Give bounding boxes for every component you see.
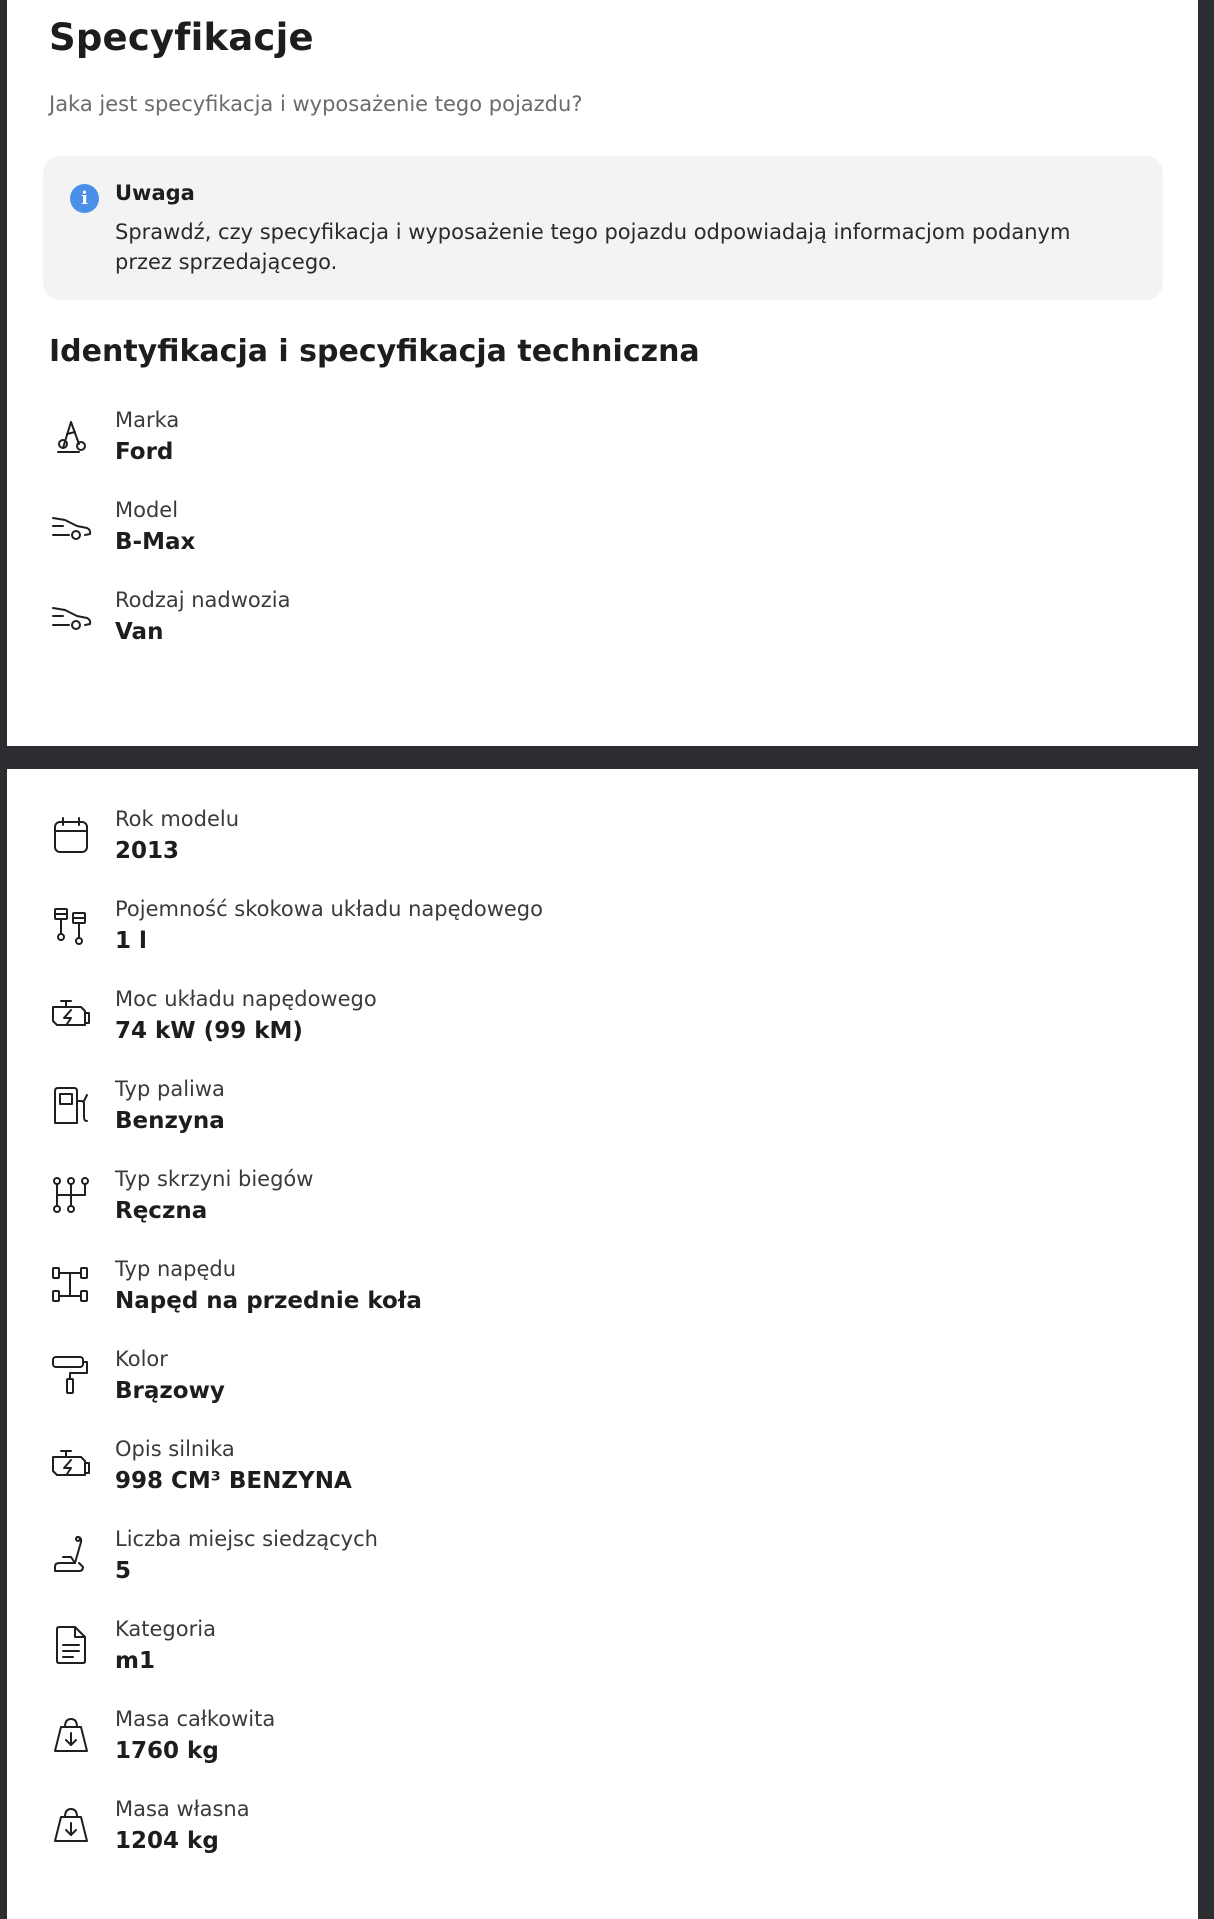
weight-icon [49,1713,93,1757]
spec-label: Typ skrzyni biegów [115,1167,314,1191]
spec-item-pojemnosc [7,897,1107,967]
section-title: Identyfikacja i specyfikacja techniczna [49,334,700,369]
spec-label: Kategoria [115,1617,216,1641]
weight-icon [49,1803,93,1847]
spec-value: B-Max [115,529,196,555]
spec-label: Model [115,498,179,522]
specifications-panel-top [7,0,1198,746]
spec-value: 1 l [115,928,147,954]
spec-item-marka [7,408,1107,478]
spec-value: 2013 [115,838,180,864]
info-icon: i [70,184,99,213]
spec-label: Typ napędu [115,1257,237,1281]
spec-label: Kolor [115,1347,168,1371]
spec-label: Pojemność skokowa układu napędowego [115,897,543,921]
gearbox-icon [49,1173,93,1217]
spec-item-model [7,498,1107,568]
spec-label: Masa całkowita [115,1707,276,1731]
spec-item-typ-napedu [7,1257,1107,1327]
spec-item-rodzaj-nadwozia [7,588,1107,658]
spec-value: Benzyna [115,1108,225,1134]
engine-power-icon [49,993,93,1037]
spec-value: Brązowy [115,1378,225,1404]
watermark-logo: otoMoto [14,1884,120,1912]
car-icon [49,504,93,548]
spec-item-kategoria [7,1617,1107,1687]
page-subtitle: Jaka jest specyfikacja i wyposażenie tego pojazdu? [49,92,583,116]
spec-label: Rodzaj nadwozia [115,588,291,612]
drivetrain-icon [49,1263,93,1307]
spec-value: 998 CM³ BENZYNA [115,1468,352,1494]
calendar-icon [49,813,93,857]
spec-value: Napęd na przednie koła [115,1288,422,1314]
notice-text: Sprawdź, czy specyfikacja i wyposażenie tego pojazdu odpowiadają informacjom podanym przez sprzedającego. [115,220,1071,274]
notice-box [43,156,1163,300]
spec-label: Moc układu napędowego [115,987,377,1011]
seat-icon [49,1533,93,1577]
spec-item-opis-silnika [7,1437,1107,1507]
spec-item-rok-modelu [7,807,1107,877]
document-icon [49,1623,93,1667]
engine-icon [49,1443,93,1487]
spec-item-liczba-miejsc [7,1527,1107,1597]
spec-value: 1760 kg [115,1738,219,1764]
spec-item-typ-paliwa [7,1077,1107,1147]
engine-displacement-icon [49,903,93,947]
spec-label: Marka [115,408,180,432]
page-title: Specyfikacje [49,16,314,59]
spec-value: 5 [115,1558,132,1584]
spec-label: Rok modelu [115,807,240,831]
spec-label: Masa własna [115,1797,250,1821]
spec-value: m1 [115,1648,155,1674]
spec-item-moc [7,987,1107,1057]
spec-item-masa-wlasna [7,1797,1107,1867]
brand-icon [49,414,93,458]
paint-roller-icon [49,1353,93,1397]
spec-item-masa-calkowita [7,1707,1107,1777]
car-body-icon [49,594,93,638]
spec-value: Van [115,619,164,645]
spec-item-skrzynia-biegow [7,1167,1107,1237]
specifications-panel-bottom [7,769,1198,1919]
spec-value: Ręczna [115,1198,208,1224]
notice-title: Uwaga [115,181,195,205]
spec-value: 74 kW (99 kM) [115,1018,303,1044]
fuel-pump-icon [49,1083,93,1127]
spec-label: Typ paliwa [115,1077,225,1101]
spec-item-kolor [7,1347,1107,1417]
spec-label: Liczba miejsc siedzących [115,1527,378,1551]
spec-label: Opis silnika [115,1437,235,1461]
spec-value: Ford [115,439,174,465]
spec-value: 1204 kg [115,1828,219,1854]
